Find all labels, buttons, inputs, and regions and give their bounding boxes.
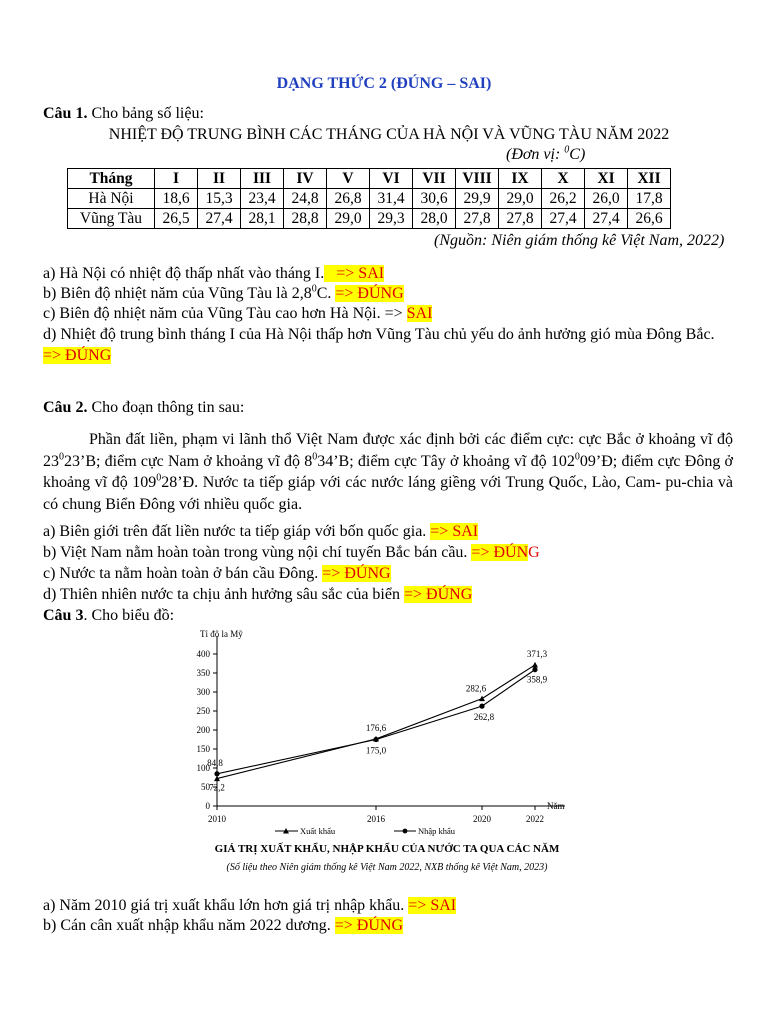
x-tick-label: 2020 bbox=[473, 814, 491, 824]
table-header-cell: XII bbox=[628, 169, 671, 189]
table-cell: 28,0 bbox=[413, 209, 456, 229]
q1-statement-c: c) Biên độ nhiệt năm của Vũng Tàu cao hơn Hà Nội. => SAI bbox=[43, 305, 433, 322]
table-cell: 29,0 bbox=[499, 189, 542, 209]
data-label: 176,6 bbox=[365, 722, 387, 733]
q2-statement-c: c) Nước ta nằm hoàn toàn ở bán cầu Đông. => ĐÚNG bbox=[43, 565, 391, 582]
table-cell: 26,8 bbox=[327, 189, 370, 209]
x-tick-label: 2010 bbox=[208, 814, 226, 824]
import-point bbox=[479, 704, 484, 709]
q1-answer-b: => ĐÚNG bbox=[335, 285, 404, 302]
table-cell: 26,6 bbox=[628, 209, 671, 229]
page-heading: DẠNG THỨC 2 (ĐÚNG – SAI) bbox=[276, 75, 492, 92]
trade-line-chart bbox=[190, 624, 590, 880]
table-cell: 31,4 bbox=[370, 189, 413, 209]
data-label: 282,6 bbox=[465, 683, 487, 694]
data-label: 84,8 bbox=[207, 757, 223, 768]
table-header-cell: III bbox=[241, 169, 284, 189]
table-row bbox=[68, 209, 671, 229]
y-tick-label: 0 bbox=[205, 801, 210, 811]
import-point bbox=[532, 667, 537, 672]
table-cell: 29,3 bbox=[370, 209, 413, 229]
table-cell: 15,3 bbox=[198, 189, 241, 209]
chart-title: GIÁ TRỊ XUẤT KHẨU, NHẬP KHẨU CỦA NƯỚC TA QUA CÁC NĂM bbox=[214, 843, 560, 855]
table-header-month: Tháng bbox=[68, 169, 155, 189]
y-tick-label: 400 bbox=[196, 649, 210, 659]
q2-answer-a: => SAI bbox=[430, 523, 479, 540]
table-cell: 30,6 bbox=[413, 189, 456, 209]
q2-paragraph: Phần đất liền, phạm vi lãnh thổ Việt Nam được xác định bởi các điểm cực: cực Bắc ở khoảng vĩ độ $23^023’B$; điểm cực Nam ở khoảng vĩ độ $8^034’B$; điểm cực Tây ở khoảng vĩ độ $102^009’Đ$; điểm cực Đông ở khoảng vĩ độ $109^028’Đ$. Nước ta tiếp giáp với các nước láng giềng với Trung Quốc, Lào, Cam- pu-chia và có chung Biển Đông với nhiều quốc gia. bbox=[43, 431, 734, 513]
table-cell: 27,4 bbox=[198, 209, 241, 229]
data-label: 175,0 bbox=[365, 745, 387, 756]
table-cell: 17,8 bbox=[628, 189, 671, 209]
table-cell: 27,4 bbox=[542, 209, 585, 229]
chart-subtitle: (Số liệu theo Niên giám thống kê Việt Nam 2022, NXB thống kê Việt Nam, 2023) bbox=[226, 862, 548, 873]
q3-answer-a: => SAI bbox=[408, 897, 457, 914]
table-cell: 18,6 bbox=[155, 189, 198, 209]
table-header-cell: IV bbox=[284, 169, 327, 189]
table-cell: 29,9 bbox=[456, 189, 499, 209]
data-label: 358,9 bbox=[526, 674, 548, 685]
y-tick-label: 100 bbox=[196, 763, 210, 773]
table-header-cell: XI bbox=[585, 169, 628, 189]
table-header-cell: V bbox=[327, 169, 370, 189]
q3-label: Câu 3 bbox=[43, 607, 84, 624]
y-tick-label: 200 bbox=[196, 725, 210, 735]
table-cell: 27,4 bbox=[585, 209, 628, 229]
table-row-label: Vũng Tàu bbox=[68, 209, 155, 229]
table-cell: 28,1 bbox=[241, 209, 284, 229]
table-row bbox=[68, 189, 671, 209]
table-header-cell: X bbox=[542, 169, 585, 189]
legend-label-export: Xuất khẩu bbox=[300, 826, 336, 836]
y-tick-label: 300 bbox=[196, 687, 210, 697]
q2-answer-b: => ĐÚN bbox=[471, 544, 529, 561]
x-tick-label: 2022 bbox=[526, 814, 544, 824]
table-cell: 29,0 bbox=[327, 209, 370, 229]
table-cell: 26,0 bbox=[585, 189, 628, 209]
x-tick-label: 2016 bbox=[367, 814, 385, 824]
data-label: 72,2 bbox=[209, 782, 225, 793]
q1-statement-a: a) Hà Nội có nhiệt độ thấp nhất vào tháng I. => SAI bbox=[43, 265, 385, 282]
table-header-cell: VI bbox=[370, 169, 413, 189]
legend-label-import: Nhập khẩu bbox=[418, 826, 456, 836]
y-axis-label: Tỉ đô la Mỹ bbox=[200, 629, 243, 639]
import-point bbox=[373, 737, 378, 742]
table-cell: 26,2 bbox=[542, 189, 585, 209]
q1-statement-d: d) Nhiệt độ trung bình tháng I của Hà Nội thấp hơn Vũng Tàu chủ yếu do ảnh hưởng gió mùa Đông Bắc. bbox=[43, 326, 715, 343]
table-cell: 24,8 bbox=[284, 189, 327, 209]
q2-answer-d: => ĐÚNG bbox=[403, 586, 473, 603]
table-header-cell: I bbox=[155, 169, 198, 189]
q2-statement-a: a) Biên giới trên đất liền nước ta tiếp giáp với bốn quốc gia. => SAI bbox=[43, 523, 479, 540]
table-header-cell: VIII bbox=[456, 169, 499, 189]
table-row-label: Hà Nội bbox=[68, 189, 155, 209]
q3-statement-a: a) Năm 2010 giá trị xuất khẩu lớn hơn giá trị nhập khẩu. => SAI bbox=[43, 897, 457, 914]
table-unit: (Đơn vị: $^0$C) bbox=[506, 144, 586, 163]
q1-answer-c: SAI bbox=[406, 305, 433, 322]
q1-answer-a: => SAI bbox=[324, 265, 385, 282]
q2-statement-d: d) Thiên nhiên nước ta chịu ảnh hưởng sâu sắc của biển => ĐÚNG bbox=[43, 586, 473, 603]
q1-label: Câu 1. bbox=[43, 105, 88, 122]
q1-statement-d-answer bbox=[43, 346, 111, 366]
table-cell: 27,8 bbox=[456, 209, 499, 229]
q1-answer-d: => ĐÚNG bbox=[43, 347, 112, 364]
table-cell: 23,4 bbox=[241, 189, 284, 209]
q3-answer-b: => ĐÚNG bbox=[334, 917, 403, 934]
q2-answer-c: => ĐÚNG bbox=[322, 565, 391, 582]
table-cell: 28,8 bbox=[284, 209, 327, 229]
x-axis-label: Năm bbox=[547, 801, 565, 811]
y-tick-label: 50 bbox=[201, 782, 210, 792]
q2-statement-b: b) Việt Nam nằm hoàn toàn trong vùng nội chí tuyến Bắc bán cầu. => ĐÚNG bbox=[43, 544, 540, 561]
table-header-cell: VII bbox=[413, 169, 456, 189]
import-point bbox=[214, 771, 219, 776]
export-point bbox=[479, 696, 485, 702]
table-header-row bbox=[68, 169, 671, 189]
table-header-cell: IX bbox=[499, 169, 542, 189]
export-point bbox=[532, 662, 538, 668]
table-title: NHIỆT ĐỘ TRUNG BÌNH CÁC THÁNG CỦA HÀ NỘI VÀ VŨNG TÀU NĂM 2022 bbox=[108, 126, 670, 143]
table-source: (Nguồn: Niên giám thống kê Việt Nam, 2022) bbox=[434, 232, 725, 249]
data-label: 371,3 bbox=[526, 648, 548, 659]
q2-label: Câu 2. bbox=[43, 399, 88, 416]
table-cell: 26,5 bbox=[155, 209, 198, 229]
table-header-cell: II bbox=[198, 169, 241, 189]
q3-intro: Câu 3. Cho biểu đồ: bbox=[43, 607, 175, 624]
q3-statement-b: b) Cán cân xuất nhập khẩu năm 2022 dương. => ĐÚNG bbox=[43, 917, 403, 934]
q2-intro: Câu 2. Cho đoạn thông tin sau: bbox=[43, 399, 245, 416]
legend-marker-import bbox=[403, 829, 408, 834]
q1-intro bbox=[43, 104, 204, 124]
y-tick-label: 350 bbox=[196, 668, 210, 678]
q1-intro-text: Cho bảng số liệu: bbox=[91, 105, 204, 122]
y-tick-label: 150 bbox=[196, 744, 210, 754]
table-cell: 27,8 bbox=[499, 209, 542, 229]
y-tick-label: 250 bbox=[196, 706, 210, 716]
data-label: 262,8 bbox=[473, 712, 495, 723]
q1-statement-b: b) Biên độ nhiệt năm của Vũng Tàu là $2,8^0C$. => ĐÚNG bbox=[43, 283, 404, 302]
temperature-table bbox=[67, 168, 671, 229]
